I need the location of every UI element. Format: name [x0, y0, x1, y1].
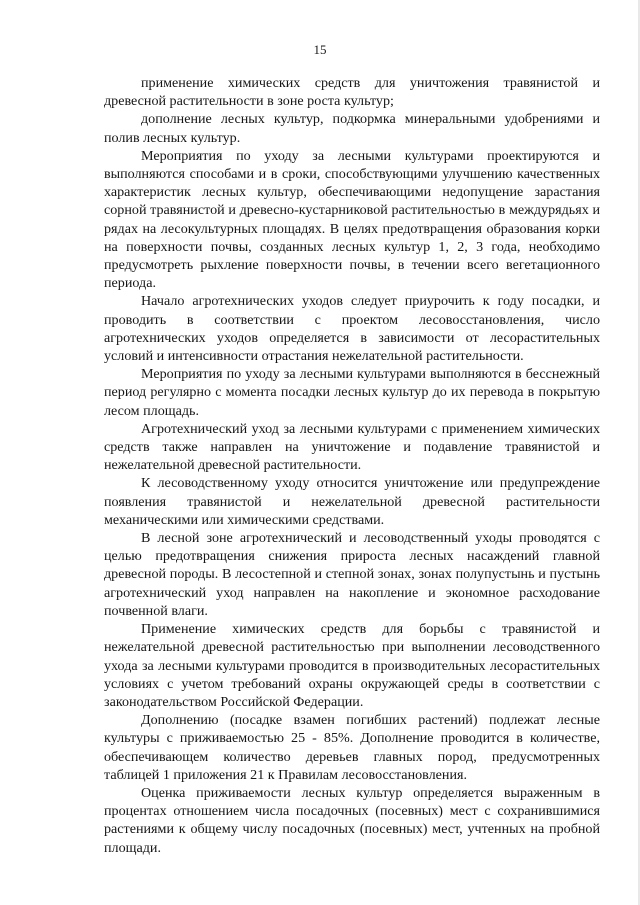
paragraph-chemical-application: Применение химических средств для борьбы с травянистой и нежелательной древесной растительностью при выполнении лесоводственного ухода за лесными культурами проводится в производительных лесорастительных условиях с учетом требований охраны окружающей среды в соответствии с законодательством Российской Федерации.: [104, 621, 600, 710]
paragraph-chemical-care: Агротехнический уход за лесными культурами с применением химических средств также направлен на уничтожение и подавление травянистой и нежелательной древесной растительности.: [104, 420, 600, 474]
paragraph-survival-assessment: Оценка приживаемости лесных культур определяется выраженным в процентах отношением числа посадочных (посевных) мест с сохранившимися растениями к общему числу посадочных (посевных) мест, учтенных на пробной площади.: [104, 784, 600, 856]
paragraph-forest-zone: В лесной зоне агротехнический и лесоводственный уходы проводятся с целью предотвращения снижения прироста лесных насаждений главной древесной породы. В лесостепной и степной зонах, зонах полупустынь и пустынь агротехнический уход направлен на накопление и экономное расходование почвенной влаги.: [104, 530, 600, 619]
body-text: [104, 74, 600, 857]
paragraph-care-measures: Мероприятия по уходу за лесными культурами проектируются и выполняются способами и в сроки, способствующими улучшению качественных характеристик лесных культур, обеспечивающими недопущение зарастания сорной травянистой и древесно-кустарниковой растительностью в междурядьях и рядах на лесокультурных площадях. В целях предотвращения образования корки на поверхности почвы, созданных лесных культур 1, 2, 3 года, необходимо предусмотреть рыхление поверхности почвы, в течении всего вегетационного периода.: [104, 147, 600, 292]
paragraph-snowless-period: Мероприятия по уходу за лесными культурами выполняются в бесснежный период регулярно с момента посадки лесных культур до их перевода в покрытую лесом площадь.: [104, 366, 600, 419]
paragraph-silvicultural-care: К лесоводственному уходу относится уничтожение или предупреждение появления травянистой и нежелательной древесной растительности механическими или химическими средствами.: [104, 475, 600, 528]
page-number: 15: [313, 42, 327, 57]
paragraph-replanting: Дополнению (посадке взамен погибших растений) подлежат лесные культуры с приживаемостью 25 - 85%. Дополнение проводится в количестве, обеспечивающем количество деревьев главных пород, предусмотренных таблицей 1 приложения 21 к Правилам лесовосстановления.: [104, 712, 600, 783]
paragraph-agrotechnical-start: Начало агротехнических уходов следует приурочить к году посадки, и проводить в соответствии с проектом лесовосстановления, число агротехнических уходов определяется в зависимости от лесорастительных условий и интенсивности отрастания нежелательной растительности.: [104, 293, 600, 365]
paragraph-herbicide-use: применение химических средств для уничтожения травянистой и древесной растительности в зоне роста культур;: [104, 75, 600, 110]
paragraph-supplementing-crops: дополнение лесных культур, подкормка минеральными удобрениями и полив лесных культур.: [104, 111, 600, 146]
